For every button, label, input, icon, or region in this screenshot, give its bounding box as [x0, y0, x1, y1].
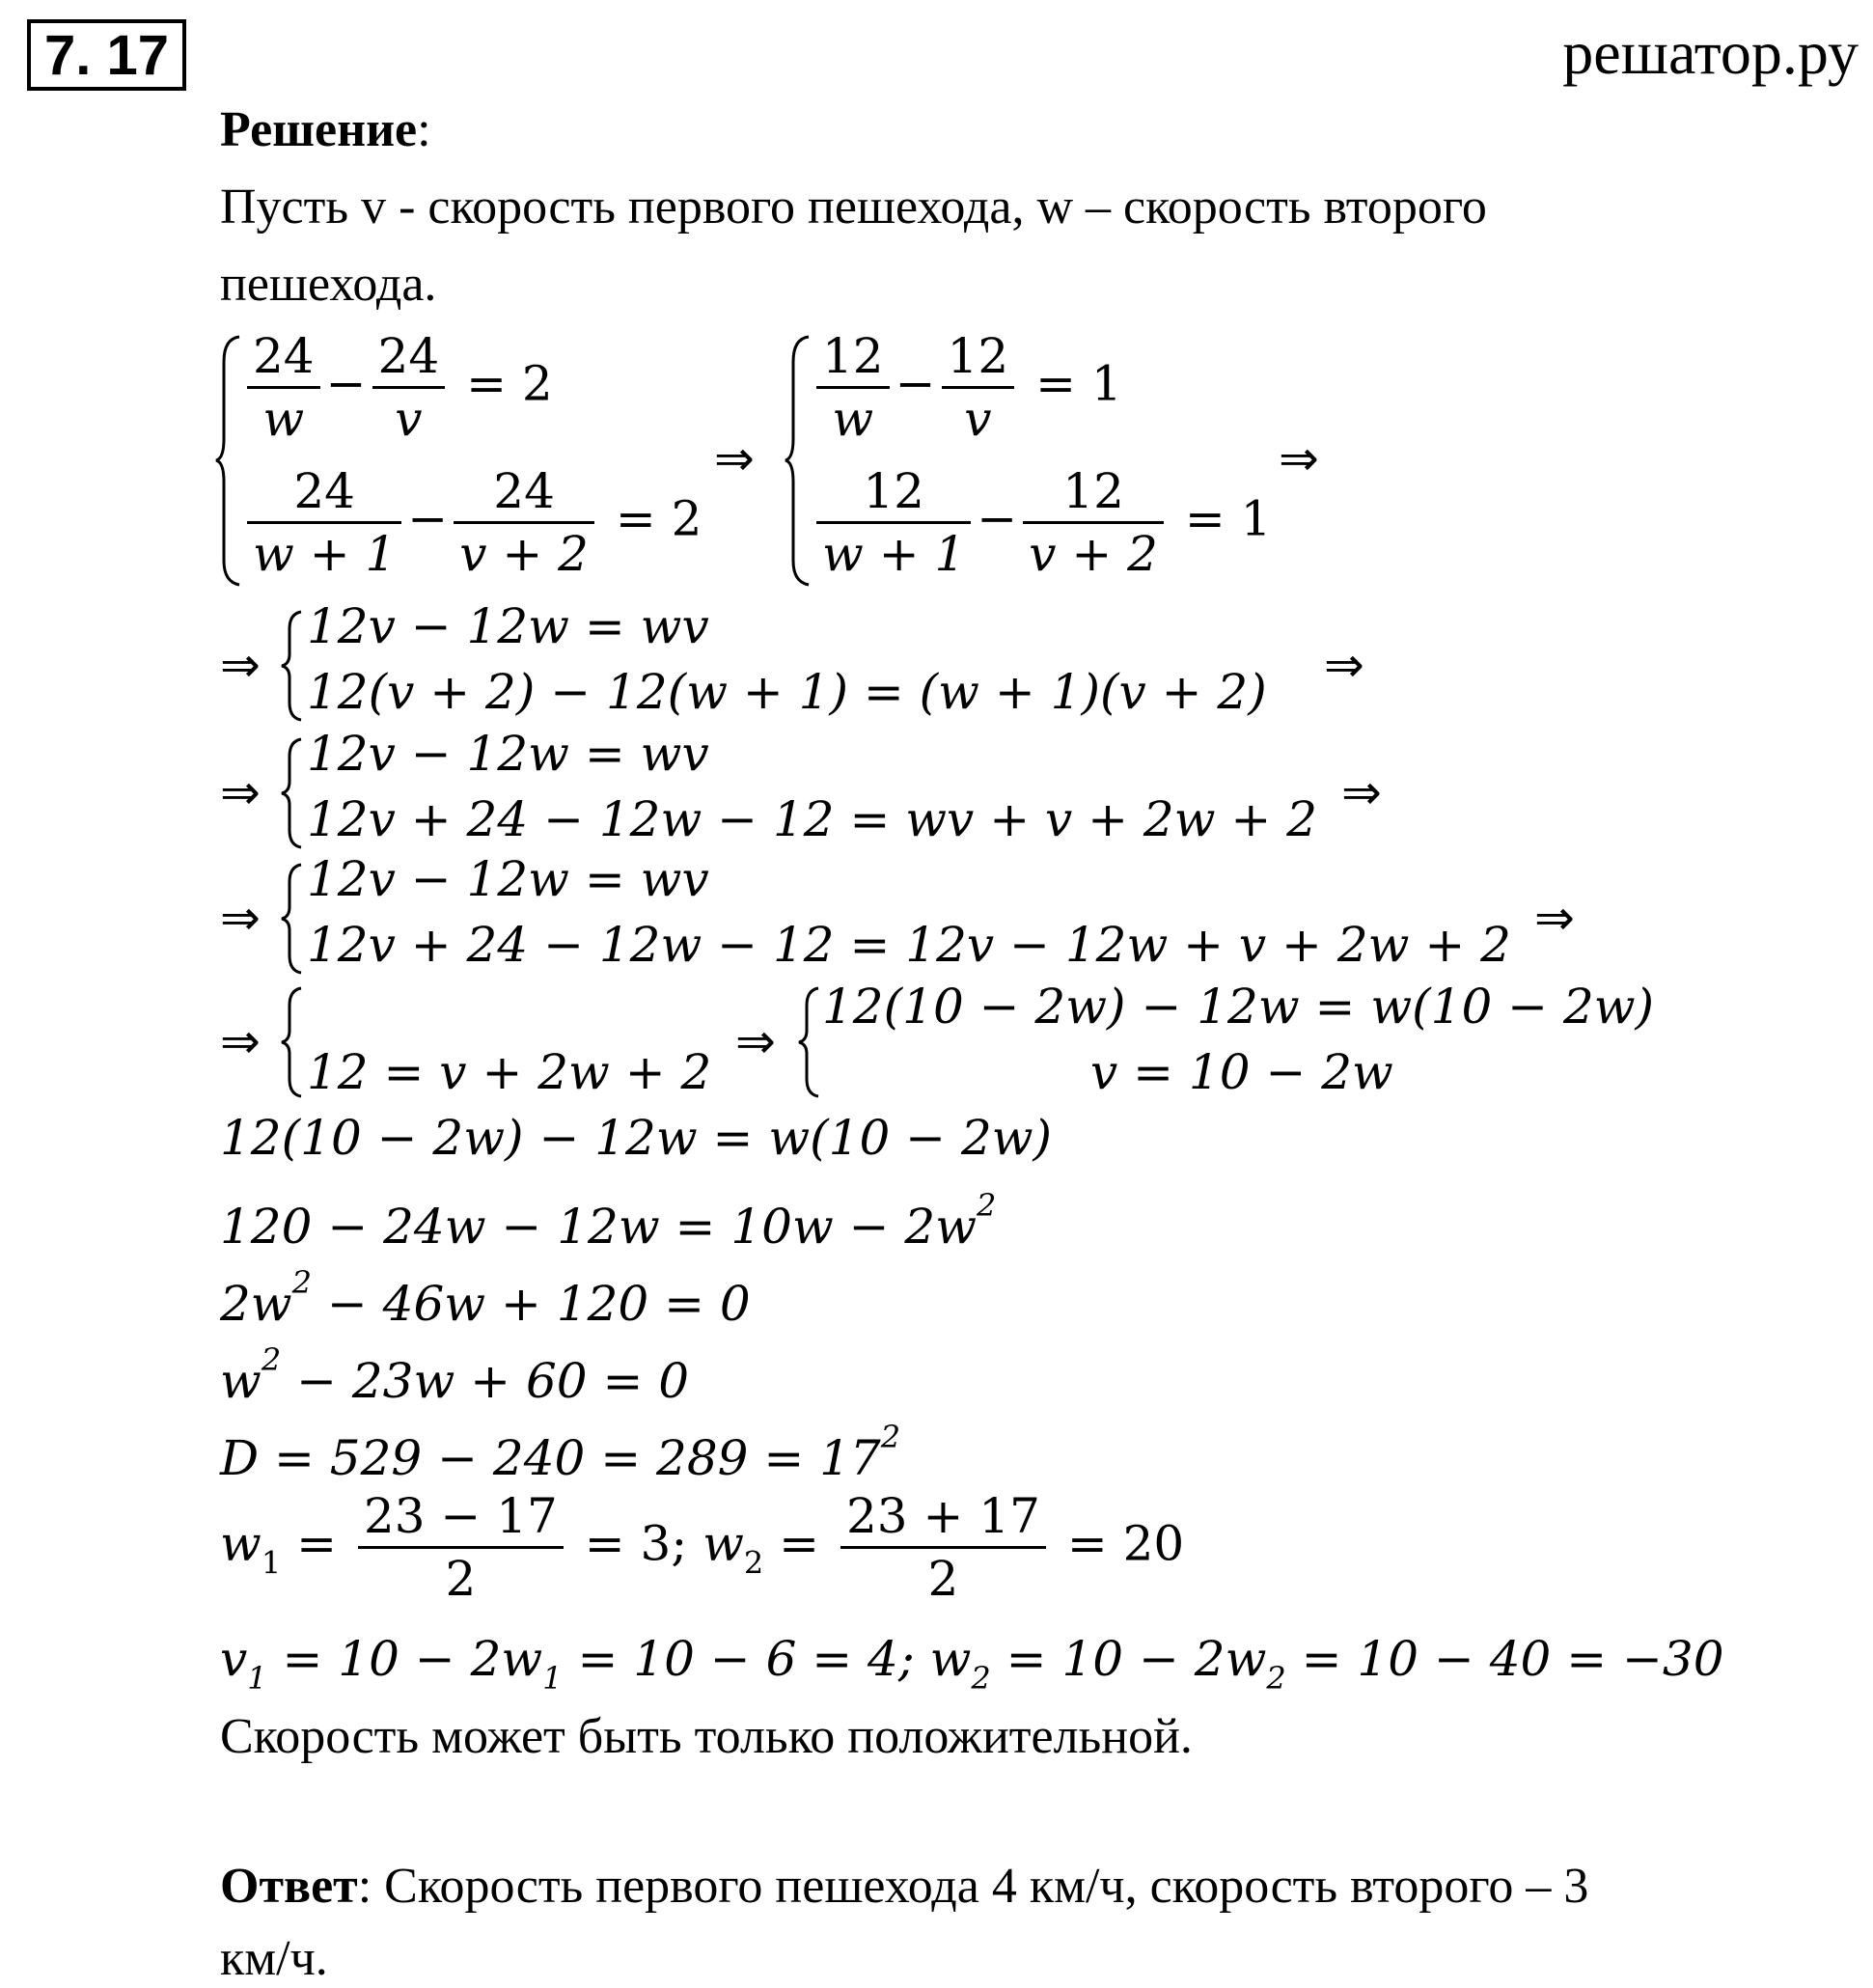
left-brace-icon — [280, 984, 305, 1100]
equation-line-2: $120 - 24w - 12w = 10w - 2w^2$ — [220, 1187, 997, 1255]
system4-line1: 12v − 12w = wv — [307, 726, 709, 782]
problem-number: 7. 17 — [27, 19, 186, 91]
solution-colon: : — [417, 102, 431, 157]
roots-line: $w_1$ = $\frac{23 - 17}{2}$ = 3; $w_2$ = $\frac{23 + 17}{2}$ = 20 — [220, 1488, 1185, 1607]
implies-arrow: ⇒ — [1341, 764, 1382, 820]
implies-arrow: ⇒ — [1324, 637, 1364, 693]
system5-line2: 12v + 24 − 12w − 12 = 12v − 12w + v + 2w + 2 — [307, 917, 1511, 973]
equation-line-3: $2w^2 - 46w + 120 = 0$ — [220, 1264, 751, 1332]
system3-line1: 12v − 12w = wv — [307, 598, 709, 654]
system5-line1: 12v − 12w = wv — [307, 851, 709, 907]
left-brace-icon — [797, 984, 822, 1100]
v-values-line: $v_1 = 10 - 2w_1 = 10 - 6 = 4$; $w_2 = 10 - 2w_2 = 10 - 40 = -30$ — [220, 1631, 1724, 1697]
system6-line2: 12 = v + 2w + 2 — [307, 1044, 712, 1100]
implies-arrow: ⇒ — [714, 430, 755, 486]
positive-note: Скорость может быть только положительной. — [220, 1709, 1193, 1764]
answer-line-2: км/ч. — [220, 1931, 328, 1986]
implies-arrow: ⇒ — [1279, 430, 1319, 486]
solution-heading — [220, 101, 431, 158]
system2-eq2: $\frac{12}{w + 1}$ − $\frac{12}{v + 2}$ = 1 — [811, 461, 1271, 584]
implies-arrow: ⇒ — [220, 890, 261, 946]
site-name: решатор.ру — [1562, 18, 1859, 87]
discriminant-line: $D = 529 - 240 = 289 = 17^2$ — [220, 1419, 901, 1486]
left-brace-icon — [280, 861, 305, 977]
left-brace-icon — [214, 333, 243, 589]
answer-label: Ответ — [220, 1859, 358, 1914]
solution-label: Решение — [220, 102, 418, 157]
intro-line-1: Пусть v - скорость первого пешехода, w – скорость второго — [220, 179, 1487, 235]
implies-arrow: ⇒ — [220, 1013, 261, 1069]
left-brace-icon — [784, 333, 813, 589]
implies-arrow: ⇒ — [735, 1013, 776, 1069]
implies-arrow: ⇒ — [220, 764, 261, 820]
left-brace-icon — [280, 608, 305, 724]
left-brace-icon — [280, 735, 305, 851]
answer-text: : Скорость первого пешехода 4 км/ч, скорость второго – 3 — [357, 1859, 1589, 1914]
system1-eq2: $\frac{24}{w + 1}$ − $\frac{24}{v + 2}$ = 2 — [241, 461, 702, 584]
system1-eq1: $\frac{24}{w}$ − $\frac{24}{v}$ = 2 — [241, 326, 553, 449]
implies-arrow: ⇒ — [220, 637, 261, 693]
equation-line-1: 12(10 − 2w) − 12w = w(10 − 2w) — [220, 1110, 1053, 1166]
answer-line — [220, 1858, 1588, 1915]
equation-line-4: $w^2 - 23w + 60 = 0$ — [220, 1341, 690, 1409]
system3-line2: 12(v + 2) − 12(w + 1) = (w + 1)(v + 2) — [307, 664, 1267, 720]
system4-line2: 12v + 24 − 12w − 12 = wv + v + 2w + 2 — [307, 791, 1318, 847]
implies-arrow: ⇒ — [1534, 890, 1575, 946]
system2-eq1: $\frac{12}{w}$ − $\frac{12}{v}$ = 1 — [811, 326, 1122, 449]
intro-line-2: пешехода. — [220, 257, 437, 312]
system7-line1: 12(10 − 2w) − 12w = w(10 − 2w) — [822, 979, 1655, 1035]
system7-line2: v = 10 − 2w — [1090, 1044, 1393, 1100]
